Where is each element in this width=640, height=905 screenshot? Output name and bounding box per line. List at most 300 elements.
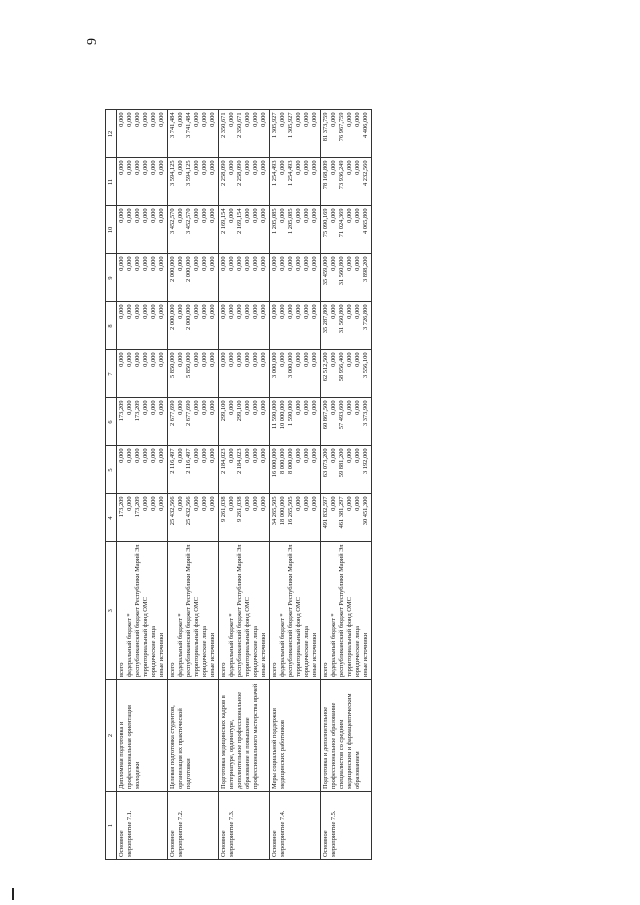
amount-other: 0,000 [260, 160, 267, 175]
source-list [321, 542, 372, 680]
amount-federal: 0,000 [279, 208, 286, 223]
amount-other: 0,000 [260, 256, 267, 271]
amount-other: 0,000 [311, 352, 318, 367]
amount-republic: 461 381,297 [338, 496, 345, 529]
column-header: 10 [106, 206, 117, 254]
amount-federal: 0,000 [126, 448, 133, 463]
rotated-content-area [85, 30, 640, 885]
amount-total: 81 373,759 [322, 112, 329, 142]
amount-total: 11 590,000 [271, 400, 278, 429]
value-cell [117, 398, 168, 446]
amount-federal: 0,000 [330, 256, 337, 271]
amount-republic: 9 261,038 [236, 496, 243, 523]
value-cell [219, 110, 270, 158]
column-header: 8 [106, 302, 117, 350]
amount-oms: 0,000 [244, 112, 251, 127]
amount-other: 0,000 [311, 160, 318, 175]
amount-total: 0,000 [271, 304, 278, 319]
amount-legal: 0,000 [303, 400, 310, 415]
amount-oms: 0,000 [193, 496, 200, 511]
amount-legal: 0,000 [354, 112, 361, 127]
amount-oms: 0,000 [142, 112, 149, 127]
amount-other: 0,000 [158, 160, 165, 175]
amount-federal: 0,000 [228, 400, 235, 415]
amount-republic: 0,000 [134, 352, 141, 367]
amount-oms: 0,000 [346, 208, 353, 223]
amount-republic: 1 590,000 [287, 400, 294, 427]
amount-oms: 0,000 [244, 256, 251, 271]
value-cell [321, 110, 372, 158]
column-header: 7 [106, 350, 117, 398]
amount-legal: 0,000 [150, 304, 157, 319]
amount-federal: 0,000 [279, 352, 286, 367]
amount-republic: 8 000,000 [287, 448, 294, 475]
amount-legal: 0,000 [303, 160, 310, 175]
amount-oms: 0,000 [346, 448, 353, 463]
value-cell [168, 446, 219, 494]
source-label-republic: республиканский бюджет Республики Марий Эл [338, 544, 345, 677]
amount-total: 299,100 [220, 400, 227, 422]
amount-republic: 1 205,085 [287, 208, 294, 235]
amount-legal: 0,000 [354, 496, 361, 511]
amount-federal: 0,000 [330, 352, 337, 367]
financing-table [105, 109, 372, 860]
amount-total: 2 169,154 [220, 208, 227, 235]
amount-republic: 0,000 [236, 256, 243, 271]
source-label-federal: федеральный бюджет * [279, 613, 286, 677]
event-name: Подготовка и дополнительное профессиональное образование специалистов со средним медицинским и фармацевтическим образованием [321, 680, 372, 792]
value-cell [117, 302, 168, 350]
amount-republic: 16 265,505 [287, 496, 294, 526]
amount-oms: 0,000 [244, 160, 251, 175]
amount-other: 0,000 [311, 496, 318, 511]
amount-oms: 0,000 [142, 496, 149, 511]
amount-other: 0,000 [158, 352, 165, 367]
source-list [117, 542, 168, 680]
amount-other: 0,000 [158, 208, 165, 223]
amount-oms: 0,000 [295, 256, 302, 271]
value-cell [270, 350, 321, 398]
event-number: Основное мероприятие 7.5. [321, 792, 372, 860]
value-cell [117, 110, 168, 158]
amount-republic: 0,000 [236, 304, 243, 319]
amount-legal: 0,000 [303, 256, 310, 271]
amount-legal: 0,000 [303, 304, 310, 319]
amount-legal: 0,000 [252, 160, 259, 175]
amount-republic: 25 432,566 [185, 496, 192, 526]
amount-legal: 0,000 [150, 496, 157, 511]
table-row [168, 110, 219, 860]
amount-total: 75 090,169 [322, 208, 329, 238]
amount-republic: 71 024,369 [338, 208, 345, 238]
amount-oms: 0,000 [142, 400, 149, 415]
amount-oms: 0,000 [142, 448, 149, 463]
value-cell [321, 494, 372, 542]
amount-republic: 2 258,090 [236, 160, 243, 187]
amount-total: 2 350,671 [220, 112, 227, 139]
amount-total: 0,000 [118, 448, 125, 463]
value-cell [168, 206, 219, 254]
amount-oms: 0,000 [142, 256, 149, 271]
value-cell [219, 158, 270, 206]
amount-other: 0,000 [311, 112, 318, 127]
source-label-total: всего [118, 662, 125, 677]
source-label-oms: территориальный фонд ОМС [142, 597, 149, 677]
amount-oms: 0,000 [295, 400, 302, 415]
amount-oms: 0,000 [295, 304, 302, 319]
amount-total: 0,000 [118, 352, 125, 367]
amount-federal: 0,000 [330, 112, 337, 127]
amount-oms: 0,000 [193, 112, 200, 127]
source-label-total: всего [322, 662, 329, 677]
amount-other: 0,000 [209, 496, 216, 511]
amount-legal: 0,000 [252, 400, 259, 415]
amount-oms: 0,000 [346, 256, 353, 271]
amount-republic: 3 741,484 [185, 112, 192, 139]
source-label-oms: территориальный фонд ОМС [193, 597, 200, 677]
source-label-legal: юридические лица [201, 626, 208, 677]
amount-republic: 58 956,400 [338, 352, 345, 382]
amount-republic: 2 677,690 [185, 400, 192, 427]
value-cell [270, 446, 321, 494]
source-label-other: иные источники [209, 632, 216, 677]
column-header: 5 [106, 446, 117, 494]
margin-mark [12, 888, 14, 900]
amount-other: 0,000 [209, 352, 216, 367]
amount-total: 1 254,493 [271, 160, 278, 187]
event-number: Основное мероприятие 7.1. [117, 792, 168, 860]
amount-other: 4 232,560 [362, 160, 369, 187]
amount-oms: 0,000 [346, 112, 353, 127]
amount-other: 0,000 [260, 112, 267, 127]
amount-federal: 8 000,000 [279, 448, 286, 475]
amount-other: 0,000 [260, 304, 267, 319]
event-name: Дипломная подготовка и профессиональная ориентация молодежи [117, 680, 168, 792]
source-label-other: иные источники [362, 632, 369, 677]
amount-other: 3 556,100 [362, 352, 369, 379]
amount-republic: 0,000 [134, 208, 141, 223]
table-body [117, 110, 372, 860]
source-label-total: всего [220, 662, 227, 677]
amount-other: 0,000 [260, 496, 267, 511]
amount-other: 0,000 [158, 304, 165, 319]
amount-federal: 0,000 [228, 304, 235, 319]
amount-total: 35 287,800 [322, 304, 329, 334]
amount-federal: 0,000 [228, 208, 235, 223]
amount-total: 0,000 [271, 256, 278, 271]
amount-republic: 1 254,493 [287, 160, 294, 187]
amount-oms: 0,000 [346, 496, 353, 511]
source-label-federal: федеральный бюджет * [330, 613, 337, 677]
amount-other: 0,000 [158, 400, 165, 415]
value-cell [168, 350, 219, 398]
source-label-oms: территориальный фонд ОМС [244, 597, 251, 677]
source-list [270, 542, 321, 680]
value-cell [270, 398, 321, 446]
amount-other: 0,000 [209, 400, 216, 415]
value-cell [321, 254, 372, 302]
amount-total: 2 677,690 [169, 400, 176, 427]
amount-federal: 0,000 [126, 160, 133, 175]
amount-other: 0,000 [209, 256, 216, 271]
amount-legal: 0,000 [252, 256, 259, 271]
value-cell [168, 494, 219, 542]
amount-other: 0,000 [260, 400, 267, 415]
amount-federal: 0,000 [177, 304, 184, 319]
amount-legal: 0,000 [150, 352, 157, 367]
amount-republic: 173,209 [134, 400, 141, 422]
column-header: 9 [106, 254, 117, 302]
amount-republic: 173,209 [134, 496, 141, 518]
amount-legal: 0,000 [354, 400, 361, 415]
value-cell [117, 254, 168, 302]
amount-other: 0,000 [311, 256, 318, 271]
source-label-legal: юридические лица [303, 626, 310, 677]
amount-other: 3 726,800 [362, 304, 369, 331]
amount-federal: 0,000 [330, 160, 337, 175]
amount-total: 0,000 [118, 208, 125, 223]
amount-oms: 0,000 [295, 112, 302, 127]
amount-oms: 0,000 [244, 352, 251, 367]
amount-oms: 0,000 [244, 208, 251, 223]
value-cell [270, 494, 321, 542]
value-cell [219, 446, 270, 494]
value-cell [270, 158, 321, 206]
amount-total: 25 432,566 [169, 496, 176, 526]
value-cell [219, 254, 270, 302]
amount-oms: 0,000 [295, 160, 302, 175]
amount-legal: 0,000 [150, 400, 157, 415]
table-row [270, 110, 321, 860]
event-number: Основное мероприятие 7.2. [168, 792, 219, 860]
amount-total: 2 258,090 [220, 160, 227, 187]
amount-oms: 0,000 [295, 448, 302, 463]
amount-oms: 0,000 [193, 352, 200, 367]
amount-republic: 0,000 [287, 256, 294, 271]
amount-other: 3 192,000 [362, 448, 369, 475]
table-row [321, 110, 372, 860]
column-number-row [106, 110, 117, 860]
amount-federal: 0,000 [177, 112, 184, 127]
amount-republic: 31 560,800 [338, 304, 345, 334]
amount-total: 62 512,500 [322, 352, 329, 382]
amount-federal: 0,000 [126, 400, 133, 415]
amount-republic: 2 000,000 [185, 304, 192, 331]
amount-oms: 0,000 [142, 160, 149, 175]
column-header: 2 [106, 680, 117, 792]
amount-republic: 3 000,000 [287, 352, 294, 379]
amount-legal: 0,000 [252, 448, 259, 463]
amount-other: 30 451,300 [362, 496, 369, 526]
source-label-legal: юридические лица [354, 626, 361, 677]
source-label-legal: юридические лица [150, 626, 157, 677]
column-header: 4 [106, 494, 117, 542]
amount-oms: 0,000 [244, 448, 251, 463]
amount-legal: 0,000 [201, 496, 208, 511]
amount-federal: 0,000 [177, 400, 184, 415]
value-cell [270, 254, 321, 302]
value-cell [168, 110, 219, 158]
value-cell [117, 494, 168, 542]
amount-total: 2 116,497 [169, 448, 176, 474]
amount-legal: 0,000 [354, 160, 361, 175]
amount-legal: 0,000 [252, 352, 259, 367]
event-name: Целевая подготовка студентов, организация их практической подготовки [168, 680, 219, 792]
value-cell [117, 446, 168, 494]
amount-other: 0,000 [209, 448, 216, 463]
amount-federal: 0,000 [126, 352, 133, 367]
amount-other: 0,000 [209, 160, 216, 175]
column-header: 11 [106, 158, 117, 206]
amount-total: 2 000,000 [169, 256, 176, 283]
table-row [117, 110, 168, 860]
value-cell [117, 158, 168, 206]
amount-federal: 0,000 [279, 160, 286, 175]
amount-legal: 0,000 [201, 304, 208, 319]
amount-other: 0,000 [158, 112, 165, 127]
amount-total: 491 832,597 [322, 496, 329, 529]
event-number: Основное мероприятие 7.4. [270, 792, 321, 860]
column-header: 12 [106, 110, 117, 158]
amount-republic: 2 116,497 [185, 448, 192, 474]
amount-federal: 0,000 [177, 160, 184, 175]
amount-total: 1 205,085 [271, 208, 278, 235]
column-header: 3 [106, 542, 117, 680]
value-cell [219, 206, 270, 254]
amount-oms: 0,000 [193, 448, 200, 463]
amount-other: 0,000 [209, 304, 216, 319]
amount-federal: 0,000 [177, 496, 184, 511]
amount-total: 173,209 [118, 496, 125, 518]
amount-legal: 0,000 [150, 208, 157, 223]
amount-total: 0,000 [220, 304, 227, 319]
value-cell [321, 350, 372, 398]
amount-republic: 59 881,200 [338, 448, 345, 478]
amount-federal: 0,000 [228, 112, 235, 127]
amount-legal: 0,000 [303, 352, 310, 367]
amount-federal: 0,000 [279, 112, 286, 127]
amount-other: 3 898,200 [362, 256, 369, 283]
amount-republic: 1 305,927 [287, 112, 294, 139]
amount-federal: 0,000 [228, 352, 235, 367]
value-cell [270, 110, 321, 158]
amount-republic: 3 452,570 [185, 208, 192, 235]
amount-legal: 0,000 [252, 112, 259, 127]
amount-total: 34 265,505 [271, 496, 278, 526]
amount-legal: 0,000 [201, 208, 208, 223]
event-number: Основное мероприятие 7.3. [219, 792, 270, 860]
amount-federal: 0,000 [228, 496, 235, 511]
amount-total: 0,000 [118, 256, 125, 271]
amount-total: 0,000 [118, 112, 125, 127]
amount-oms: 0,000 [193, 208, 200, 223]
amount-republic: 5 850,000 [185, 352, 192, 379]
value-cell [270, 206, 321, 254]
amount-other: 0,000 [311, 400, 318, 415]
amount-republic: 299,100 [236, 400, 243, 422]
amount-legal: 0,000 [252, 496, 259, 511]
amount-federal: 0,000 [126, 496, 133, 511]
source-list [219, 542, 270, 680]
amount-federal: 0,000 [228, 160, 235, 175]
amount-other: 0,000 [158, 256, 165, 271]
amount-oms: 0,000 [295, 496, 302, 511]
amount-total: 1 305,927 [271, 112, 278, 139]
amount-legal: 0,000 [201, 352, 208, 367]
amount-oms: 0,000 [346, 304, 353, 319]
amount-federal: 0,000 [330, 208, 337, 223]
amount-federal: 0,000 [177, 448, 184, 463]
column-header: 6 [106, 398, 117, 446]
amount-federal: 0,000 [177, 352, 184, 367]
amount-oms: 0,000 [244, 400, 251, 415]
amount-total: 0,000 [118, 304, 125, 319]
source-label-republic: республиканский бюджет Республики Марий Эл [185, 544, 192, 677]
amount-republic: 31 560,800 [338, 256, 345, 286]
amount-total: 5 850,000 [169, 352, 176, 379]
amount-republic: 0,000 [287, 304, 294, 319]
value-cell [219, 350, 270, 398]
event-name: Подготовка медицинских кадров в интернатуре, ординатуре, дополнительное профессиональное образование и повышение профессионального мастерства врачей [219, 680, 270, 792]
amount-legal: 0,000 [354, 256, 361, 271]
amount-federal: 0,000 [126, 208, 133, 223]
amount-total: 0,000 [118, 160, 125, 175]
amount-other: 0,000 [260, 352, 267, 367]
value-cell [168, 302, 219, 350]
amount-other: 0,000 [260, 448, 267, 463]
amount-legal: 0,000 [201, 160, 208, 175]
amount-legal: 0,000 [201, 256, 208, 271]
value-cell [219, 494, 270, 542]
amount-republic: 2 000,000 [185, 256, 192, 283]
amount-federal: 0,000 [126, 304, 133, 319]
source-label-federal: федеральный бюджет * [177, 613, 184, 677]
source-label-oms: территориальный фонд ОМС [295, 597, 302, 677]
value-cell [219, 398, 270, 446]
amount-legal: 0,000 [354, 304, 361, 319]
amount-legal: 0,000 [252, 304, 259, 319]
source-label-other: иные источники [158, 632, 165, 677]
amount-federal: 0,000 [330, 448, 337, 463]
value-cell [321, 398, 372, 446]
value-cell [321, 446, 372, 494]
amount-other: 0,000 [260, 208, 267, 223]
amount-legal: 0,000 [303, 496, 310, 511]
amount-federal: 0,000 [279, 304, 286, 319]
landscape-page [85, 30, 640, 860]
amount-total: 3 000,000 [271, 352, 278, 379]
amount-oms: 0,000 [346, 160, 353, 175]
amount-federal: 0,000 [330, 496, 337, 511]
amount-republic: 73 936,249 [338, 160, 345, 190]
amount-legal: 0,000 [303, 448, 310, 463]
value-cell [321, 206, 372, 254]
amount-oms: 0,000 [346, 352, 353, 367]
source-label-republic: республиканский бюджет Республики Марий Эл [287, 544, 294, 677]
value-cell [219, 302, 270, 350]
amount-legal: 0,000 [354, 208, 361, 223]
amount-federal: 0,000 [126, 112, 133, 127]
value-cell [321, 158, 372, 206]
amount-republic: 0,000 [134, 304, 141, 319]
amount-total: 9 261,038 [220, 496, 227, 523]
amount-republic: 2 184,023 [236, 448, 243, 475]
amount-federal: 0,000 [330, 400, 337, 415]
source-label-legal: юридические лица [252, 626, 259, 677]
amount-federal: 0,000 [177, 208, 184, 223]
amount-legal: 0,000 [150, 448, 157, 463]
amount-oms: 0,000 [142, 208, 149, 223]
